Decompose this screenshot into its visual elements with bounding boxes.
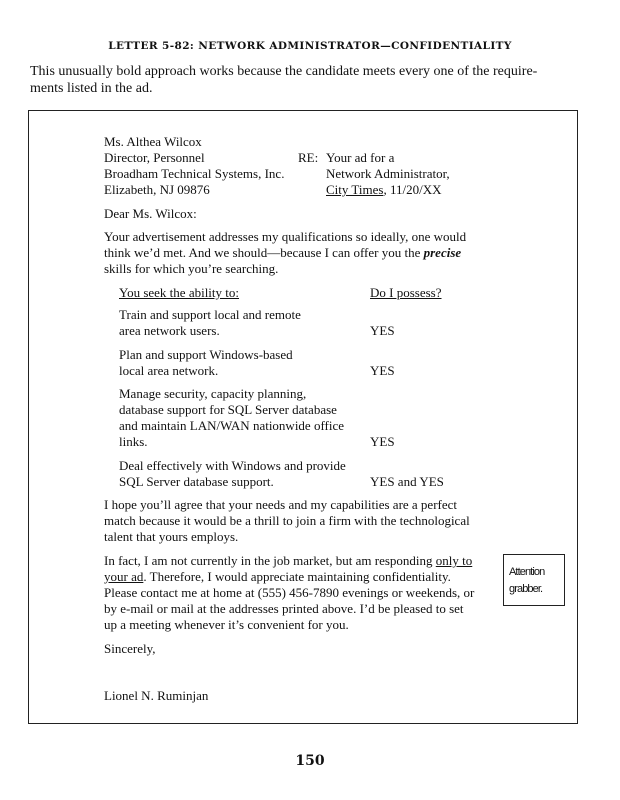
body-line: by e-mail or mail at the addresses printed above. I’d be pleased to set (104, 601, 464, 616)
recipient-name: Ms. Althea Wilcox (104, 134, 202, 149)
answer: YES (370, 363, 395, 378)
re-line: Network Administrator, (326, 166, 450, 181)
requirement-line: and maintain LAN/WAN nationwide office (119, 418, 345, 433)
note-line: grabber. (509, 583, 543, 595)
requirement-line: database support for SQL Server database (119, 402, 337, 417)
requirement-line: SQL Server database support. (119, 474, 274, 489)
re-date: , 11/20/XX (383, 182, 442, 197)
requirement-line: area network users. (119, 323, 220, 338)
closing: Sincerely, (104, 641, 156, 656)
underlined-text: only to (435, 553, 473, 568)
attention-grabber-note (503, 554, 565, 606)
body-line: talent that yours employs. (104, 529, 239, 544)
body-line: Your advertisement addresses my qualifications so ideally, one would (104, 229, 467, 244)
intro-line: This unusually bold approach works because the candidate meets every one of the require- (30, 64, 538, 79)
body-line: match because it would be a thrill to join a firm with the technological (104, 513, 470, 528)
body-line (104, 569, 451, 585)
recipient-title: Director, Personnel (104, 150, 205, 165)
salutation: Dear Ms. Wilcox: (104, 206, 197, 221)
recipient-address: Elizabeth, NJ 09876 (104, 182, 210, 197)
requirement-line: Deal effectively with Windows and provide (119, 458, 346, 473)
page-number: 150 (295, 753, 325, 769)
emphasis-precise: precise (423, 245, 462, 260)
note-line: Attention (509, 566, 545, 578)
recipient-company: Broadham Technical Systems, Inc. (104, 166, 285, 181)
body-line: Please contact me at home at (555) 456-7890 evenings or weekends, or (104, 585, 475, 600)
intro-text (30, 63, 590, 97)
requirement-line: Manage security, capacity planning, (119, 386, 307, 401)
body-line (104, 245, 461, 261)
body-text: In fact, I am not currently in the job market, but am responding (104, 553, 436, 568)
answer: YES (370, 323, 395, 338)
answer: YES (370, 434, 395, 449)
requirement-line: Train and support local and remote (119, 307, 301, 322)
re-source: City Times (326, 182, 384, 197)
intro-line: ments listed in the ad. (30, 81, 153, 96)
page-heading: LETTER 5-82: NETWORK ADMINISTRATOR—CONFIDENTIALITY (108, 40, 512, 52)
requirement-line: local area network. (119, 363, 219, 378)
signature: Lionel N. Ruminjan (104, 688, 209, 703)
table-header-answer: Do I possess? (370, 285, 442, 300)
answer: YES and YES (370, 474, 444, 489)
body-line (104, 553, 472, 569)
re-line: Your ad for a (326, 150, 395, 165)
re-source-line (326, 182, 441, 198)
body-line: I hope you’ll agree that your needs and my capabilities are a perfect (104, 497, 458, 512)
underlined-text: your ad (104, 569, 144, 584)
re-label: RE: (298, 150, 319, 165)
table-header-requirement: You seek the ability to: (119, 285, 240, 300)
requirement-line: links. (119, 434, 148, 449)
requirement-line: Plan and support Windows-based (119, 347, 293, 362)
body-line: up a meeting whenever it’s convenient for you. (104, 617, 349, 632)
body-text: think we’d met. And we should—because I can offer you the (104, 245, 424, 260)
body-text: . Therefore, I would appreciate maintaining confidentiality. (143, 569, 451, 584)
body-line: skills for which you’re searching. (104, 261, 279, 276)
